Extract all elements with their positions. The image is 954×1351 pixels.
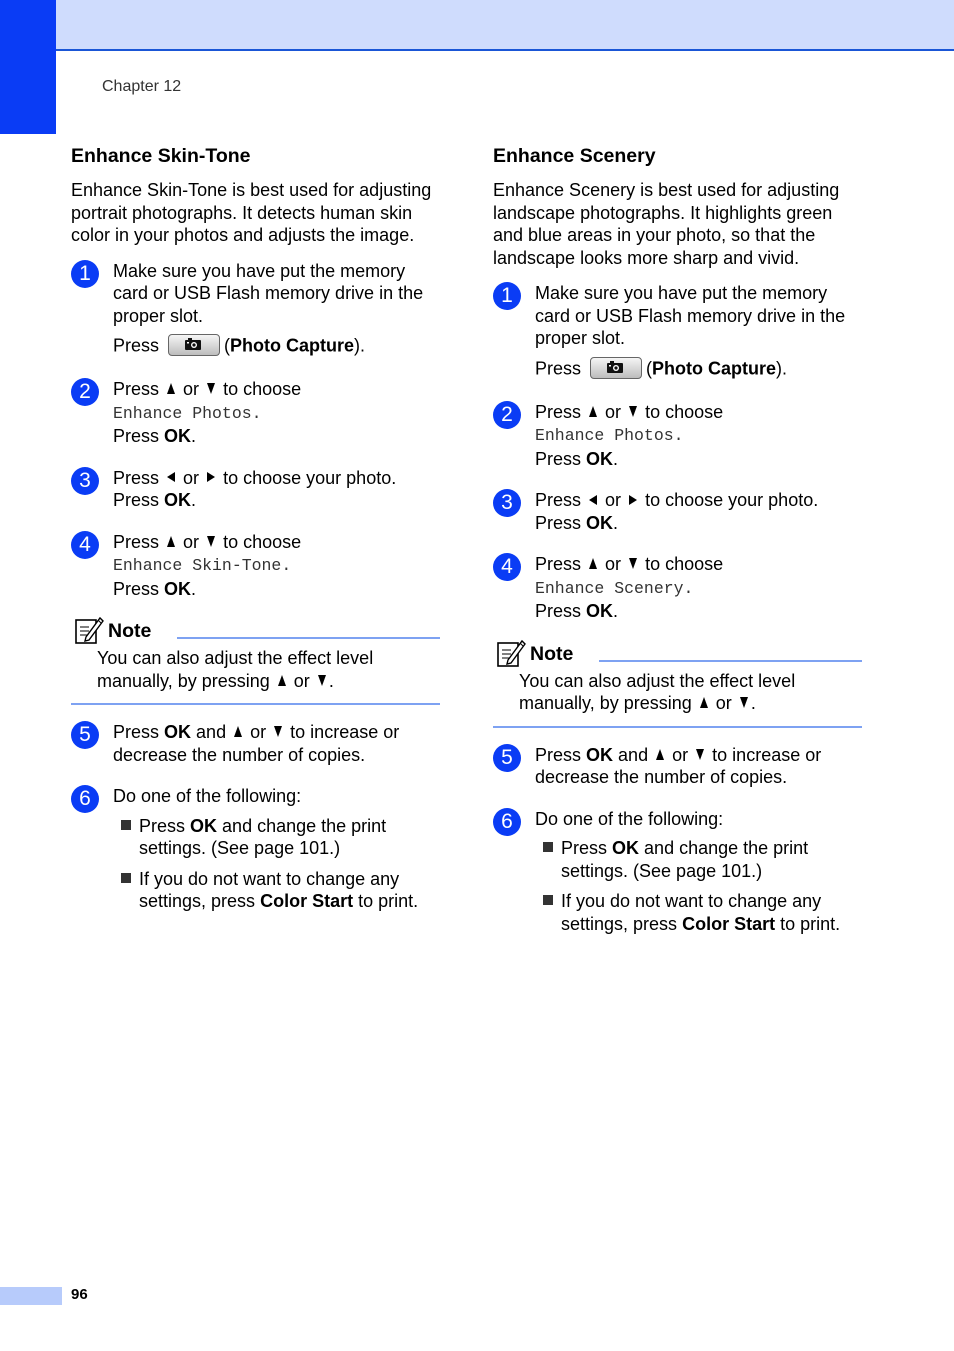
up-arrow-icon xyxy=(589,558,597,569)
header-band xyxy=(0,0,954,51)
section-title: Enhance Scenery xyxy=(493,145,656,167)
step-number: 2 xyxy=(493,401,521,429)
note-box: Note You can also adjust the effect level manually, by pressing or . xyxy=(71,615,440,705)
left-arrow-icon xyxy=(167,472,175,482)
step-number: 3 xyxy=(493,489,521,517)
step-1: 1 Make sure you have put the memory card or USB Flash memory drive in the proper slot. Press (Photo Capture). xyxy=(71,260,443,360)
step-3: 3 Press or to choose your photo. Press OK. xyxy=(71,467,443,512)
up-arrow-icon xyxy=(589,406,597,417)
step-4: 4 Press or to choose Enhance Scenery. Press OK. xyxy=(493,553,865,623)
menu-item: Enhance Photos xyxy=(113,403,252,423)
section-skin-tone xyxy=(71,144,443,932)
step-number: 1 xyxy=(493,282,521,310)
step-number: 5 xyxy=(71,721,99,749)
step-number: 4 xyxy=(71,531,99,559)
page-number: 96 xyxy=(71,1286,88,1303)
step-number: 4 xyxy=(493,553,521,581)
down-arrow-icon xyxy=(318,675,326,686)
list-item: Press OK and change the print settings. (See page 101.) xyxy=(121,815,443,860)
up-arrow-icon xyxy=(167,383,175,394)
step-number: 5 xyxy=(493,744,521,772)
section-title: Enhance Skin-Tone xyxy=(71,145,251,167)
list-item: Press OK and change the print settings. (See page 101.) xyxy=(543,837,865,882)
section-scenery xyxy=(493,144,865,954)
step-number: 3 xyxy=(71,467,99,495)
up-arrow-icon xyxy=(167,536,175,547)
chapter-label: Chapter 12 xyxy=(102,78,182,95)
footer-bar xyxy=(0,1287,62,1305)
up-arrow-icon xyxy=(656,749,664,760)
step-5: 5 Press OK and or to increase or decrease the number of copies. xyxy=(493,744,865,789)
left-arrow-icon xyxy=(589,495,597,505)
menu-item: Enhance Skin-Tone xyxy=(113,556,282,575)
chapter-tab xyxy=(0,0,56,134)
down-arrow-icon xyxy=(696,749,704,760)
up-arrow-icon xyxy=(278,675,286,686)
section-intro: Enhance Scenery is best used for adjusting landscape photographs. It highlights green and blue areas in your photo, so that the landscape looks more sharp and vivid. xyxy=(493,180,840,268)
up-arrow-icon xyxy=(234,726,242,737)
note-title: Note xyxy=(108,620,152,642)
step-5: 5 Press OK and or to increase or decrease the number of copies. xyxy=(71,721,443,766)
down-arrow-icon xyxy=(629,406,637,417)
options-list xyxy=(543,837,865,935)
step-6: 6 Do one of the following: Press OK and change the print settings. (See page 101.) If you do not want to change any settings, press Color Start to print. xyxy=(71,785,443,913)
camera-icon xyxy=(607,361,623,373)
down-arrow-icon xyxy=(629,558,637,569)
step-number: 6 xyxy=(493,808,521,836)
step-2: 2 Press or to choose Enhance Photos. Press OK. xyxy=(71,378,443,448)
menu-item: Enhance Photos xyxy=(535,426,674,445)
down-arrow-icon xyxy=(207,383,215,394)
step-number: 2 xyxy=(71,378,99,406)
list-item: If you do not want to change any settings, press Color Start to print. xyxy=(543,890,865,935)
right-arrow-icon xyxy=(207,472,215,482)
note-pencil-icon xyxy=(74,615,104,645)
step-number: 1 xyxy=(71,260,99,288)
up-arrow-icon xyxy=(700,697,708,708)
down-arrow-icon xyxy=(740,697,748,708)
note-box: Note You can also adjust the effect level manually, by pressing or . xyxy=(493,638,862,728)
step-3: 3 Press or to choose your photo. Press OK. xyxy=(493,489,865,534)
step-4: 4 Press or to choose Enhance Skin-Tone. Press OK. xyxy=(71,531,443,601)
step-number: 6 xyxy=(71,785,99,813)
step-1: 1 Make sure you have put the memory card or USB Flash memory drive in the proper slot. Press (Photo Capture). xyxy=(493,282,865,382)
photo-capture-button xyxy=(168,334,220,356)
menu-item: Enhance Scenery xyxy=(535,578,684,598)
list-item: If you do not want to change any settings, press Color Start to print. xyxy=(121,868,443,913)
options-list xyxy=(121,815,443,913)
camera-icon xyxy=(185,338,201,350)
down-arrow-icon xyxy=(274,726,282,737)
section-intro: Enhance Skin-Tone is best used for adjusting portrait photographs. It detects human skin color in your photos and adjusts the image. xyxy=(71,180,432,245)
step-6: 6 Do one of the following: Press OK and change the print settings. (See page 101.) If you do not want to change any settings, press Color Start to print. xyxy=(493,808,865,936)
note-title: Note xyxy=(530,642,574,665)
photo-capture-button xyxy=(590,357,642,379)
step-2: 2 Press or to choose Enhance Photos. Press OK. xyxy=(493,401,865,471)
right-arrow-icon xyxy=(629,495,637,505)
note-pencil-icon xyxy=(496,638,526,668)
down-arrow-icon xyxy=(207,536,215,547)
